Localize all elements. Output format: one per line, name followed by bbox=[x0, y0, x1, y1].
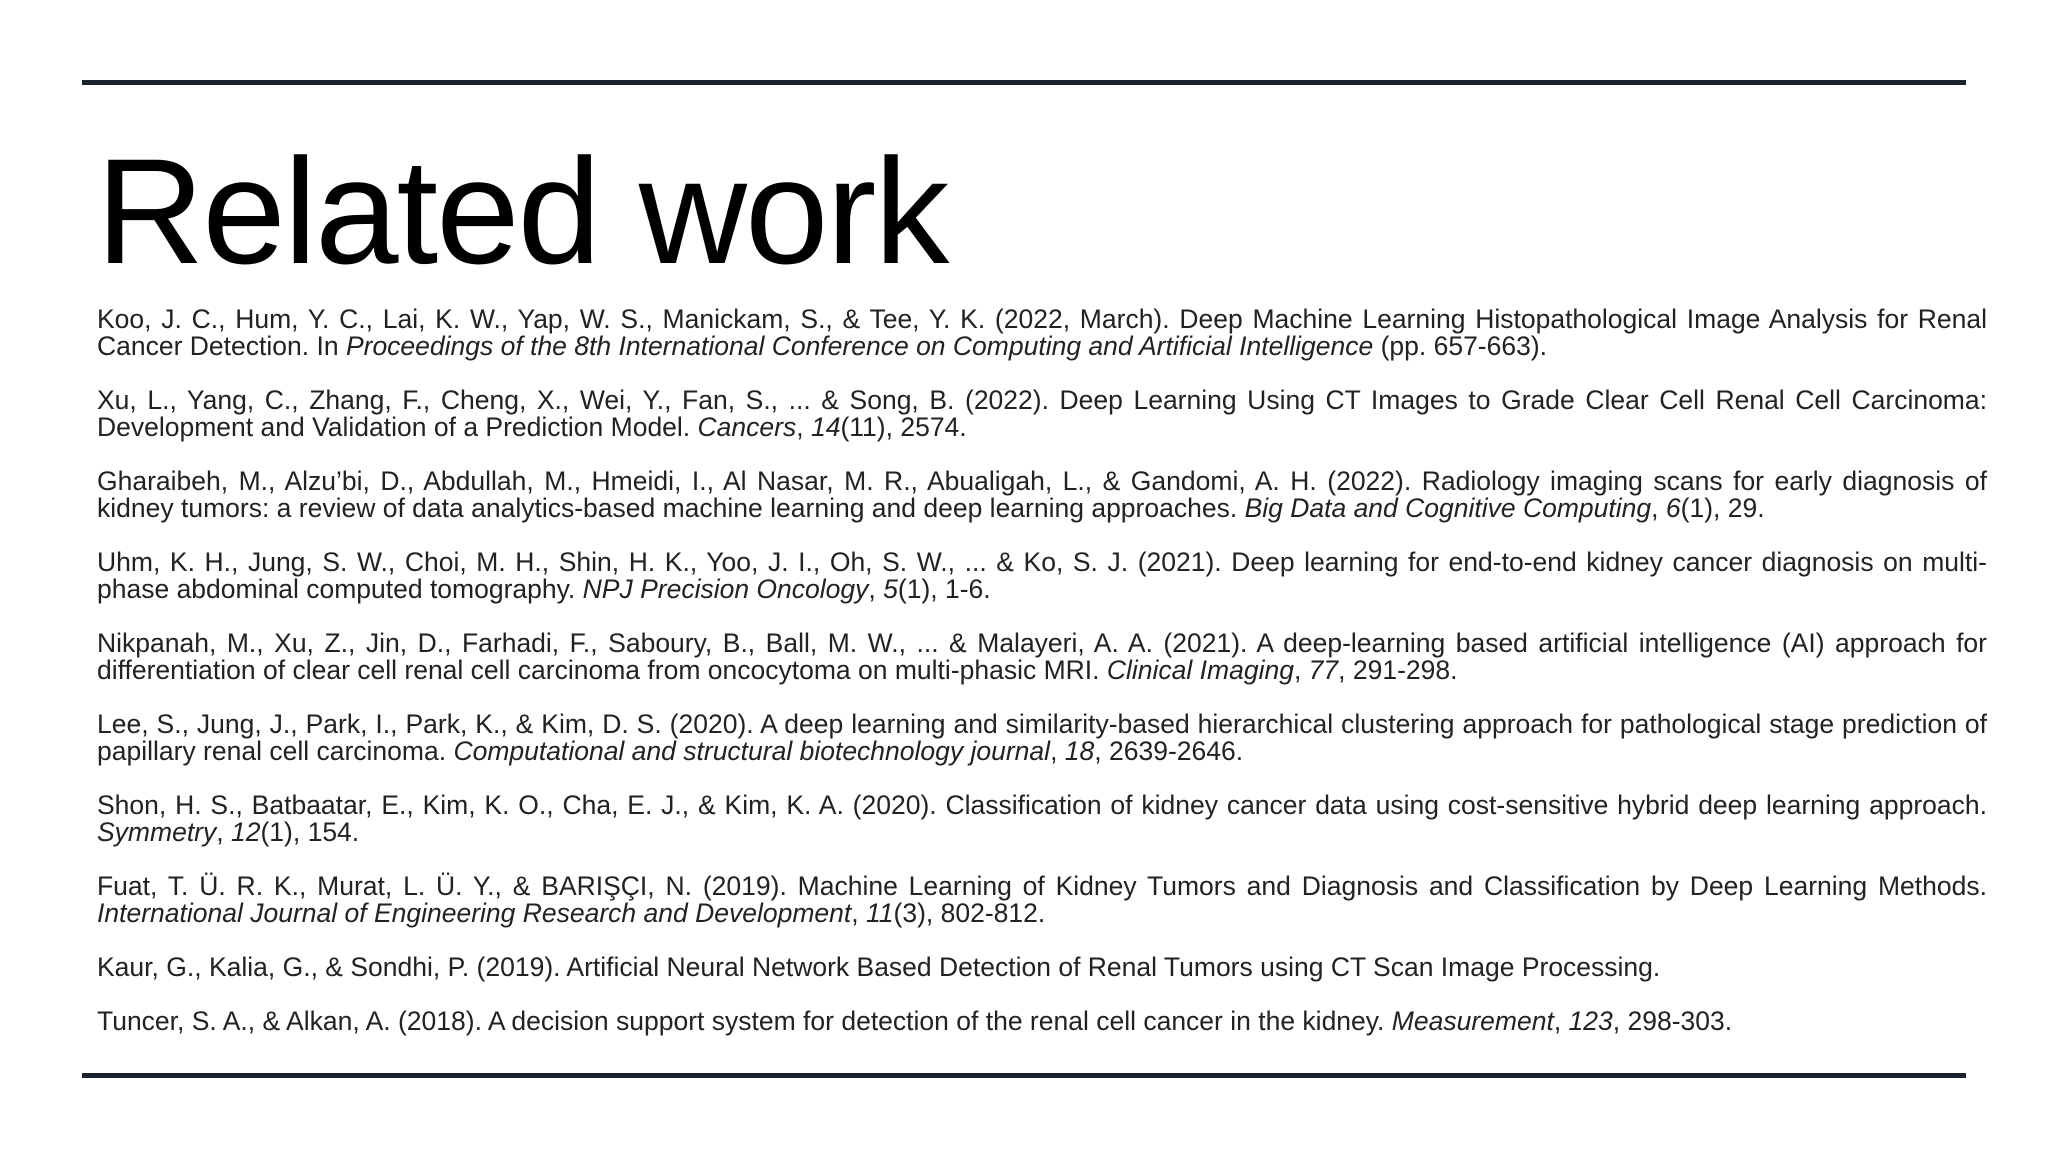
reference-text: Gharaibeh, M., Alzu’bi, D., Abdullah, M., Hmeidi, I., Al Nasar, M. R., Abualigah, L., & Gandomi, A. H. (2022). Radiology imaging scans for early diagnosis of kidney tumors: a review of data analytics-based machine learning and deep learning approaches. bbox=[97, 466, 1987, 523]
reference-volume: 12 bbox=[230, 817, 261, 847]
reference-volume: 6 bbox=[1665, 493, 1681, 523]
reference-text: (1), 154. bbox=[260, 817, 360, 847]
reference-text: , bbox=[1050, 736, 1065, 766]
reference-volume: 14 bbox=[810, 412, 841, 442]
reference-text: , 298-303. bbox=[1612, 1006, 1733, 1036]
reference-volume: 11 bbox=[866, 898, 894, 928]
reference-text: (3), 802-812. bbox=[893, 898, 1046, 928]
reference-text: Kaur, G., Kalia, G., & Sondhi, P. (2019). Artificial Neural Network Based Detection of Renal Tumors using CT Scan Image Processing. bbox=[97, 952, 1661, 982]
bottom-divider bbox=[82, 1073, 1966, 1078]
reference-text: (pp. 657-663). bbox=[1373, 331, 1548, 361]
reference-source: Big Data and Cognitive Computing bbox=[1244, 493, 1652, 523]
reference-text: (1), 29. bbox=[1680, 493, 1765, 523]
reference-item bbox=[97, 1008, 1987, 1035]
reference-text: , bbox=[1553, 1006, 1569, 1036]
reference-source: NPJ Precision Oncology bbox=[582, 574, 869, 604]
reference-text: Nikpanah, M., Xu, Z., Jin, D., Farhadi, F., Saboury, B., Ball, M. W., ... & Malayeri, A. A. (2021). A deep-learning based artificial intelligence (AI) approach for differentiation of clear cell renal cell carcinoma from oncocytoma on multi-phasic MRI. bbox=[97, 628, 1987, 685]
reference-item bbox=[97, 792, 1987, 846]
reference-item bbox=[97, 630, 1987, 684]
reference-source: Clinical Imaging bbox=[1106, 655, 1294, 685]
reference-item bbox=[97, 387, 1987, 441]
reference-text: , bbox=[868, 574, 884, 604]
reference-volume: 18 bbox=[1064, 736, 1095, 766]
reference-source: Computational and structural biotechnology journal bbox=[453, 736, 1051, 766]
reference-text: , bbox=[216, 817, 231, 847]
reference-item bbox=[97, 549, 1987, 603]
reference-item bbox=[97, 873, 1987, 927]
reference-text: , bbox=[796, 412, 811, 442]
reference-source: Proceedings of the 8th International Conference on Computing and Artificial Intelligence bbox=[345, 331, 1374, 361]
reference-text: (1), 1-6. bbox=[897, 574, 991, 604]
reference-source: International Journal of Engineering Research and Development bbox=[97, 898, 852, 928]
reference-text: Koo, J. C., Hum, Y. C., Lai, K. W., Yap, W. S., Manickam, S., & Tee, Y. K. (2022, March). Deep Machine Learning Histopathological Image Analysis for Renal Cancer Detection. In bbox=[97, 304, 1987, 361]
reference-source: Symmetry bbox=[97, 817, 217, 847]
top-divider bbox=[82, 80, 1966, 85]
reference-text: Tuncer, S. A., & Alkan, A. (2018). A decision support system for detection of the renal cell cancer in the kidney. bbox=[97, 1006, 1392, 1036]
reference-text: , bbox=[1293, 655, 1309, 685]
reference-source: Measurement bbox=[1391, 1006, 1554, 1036]
page-title: Related work bbox=[96, 127, 948, 295]
reference-text: Lee, S., Jung, J., Park, I., Park, K., & Kim, D. S. (2020). A deep learning and similarity-based hierarchical clustering approach for pathological stage prediction of papillary renal cell carcinoma. bbox=[97, 709, 1987, 766]
reference-text: , bbox=[851, 898, 866, 928]
reference-volume: 123 bbox=[1568, 1006, 1613, 1036]
reference-text: (11), 2574. bbox=[840, 412, 967, 442]
reference-text: , 291-298. bbox=[1338, 655, 1458, 685]
reference-volume: 5 bbox=[883, 574, 898, 604]
reference-list bbox=[97, 306, 1987, 1062]
reference-text: , 2639-2646. bbox=[1094, 736, 1244, 766]
reference-text: , bbox=[1651, 493, 1666, 523]
reference-text: Shon, H. S., Batbaatar, E., Kim, K. O., Cha, E. J., & Kim, K. A. (2020). Classification of kidney cancer data using cost-sensitive hybrid deep learning approach. bbox=[97, 790, 1987, 820]
reference-item bbox=[97, 711, 1987, 765]
reference-item bbox=[97, 306, 1987, 360]
reference-volume: 77 bbox=[1308, 655, 1339, 685]
reference-text: Uhm, K. H., Jung, S. W., Choi, M. H., Shin, H. K., Yoo, J. I., Oh, S. W., ... & Ko, S. J. (2021). Deep learning for end-to-end kidney cancer diagnosis on multi-phase abdominal computed tomography. bbox=[97, 547, 1987, 604]
reference-item bbox=[97, 954, 1987, 981]
reference-text: Xu, L., Yang, C., Zhang, F., Cheng, X., Wei, Y., Fan, S., ... & Song, B. (2022). Deep Learning Using CT Images to Grade Clear Cell Renal Cell Carcinoma: Development and Validation of a Prediction Model. bbox=[97, 385, 1987, 442]
reference-text: Fuat, T. Ü. R. K., Murat, L. Ü. Y., & BARIŞÇI, N. (2019). Machine Learning of Kidney Tumors and Diagnosis and Classification by Deep Learning Methods. bbox=[97, 871, 1987, 901]
reference-item bbox=[97, 468, 1987, 522]
reference-source: Cancers bbox=[697, 412, 797, 442]
